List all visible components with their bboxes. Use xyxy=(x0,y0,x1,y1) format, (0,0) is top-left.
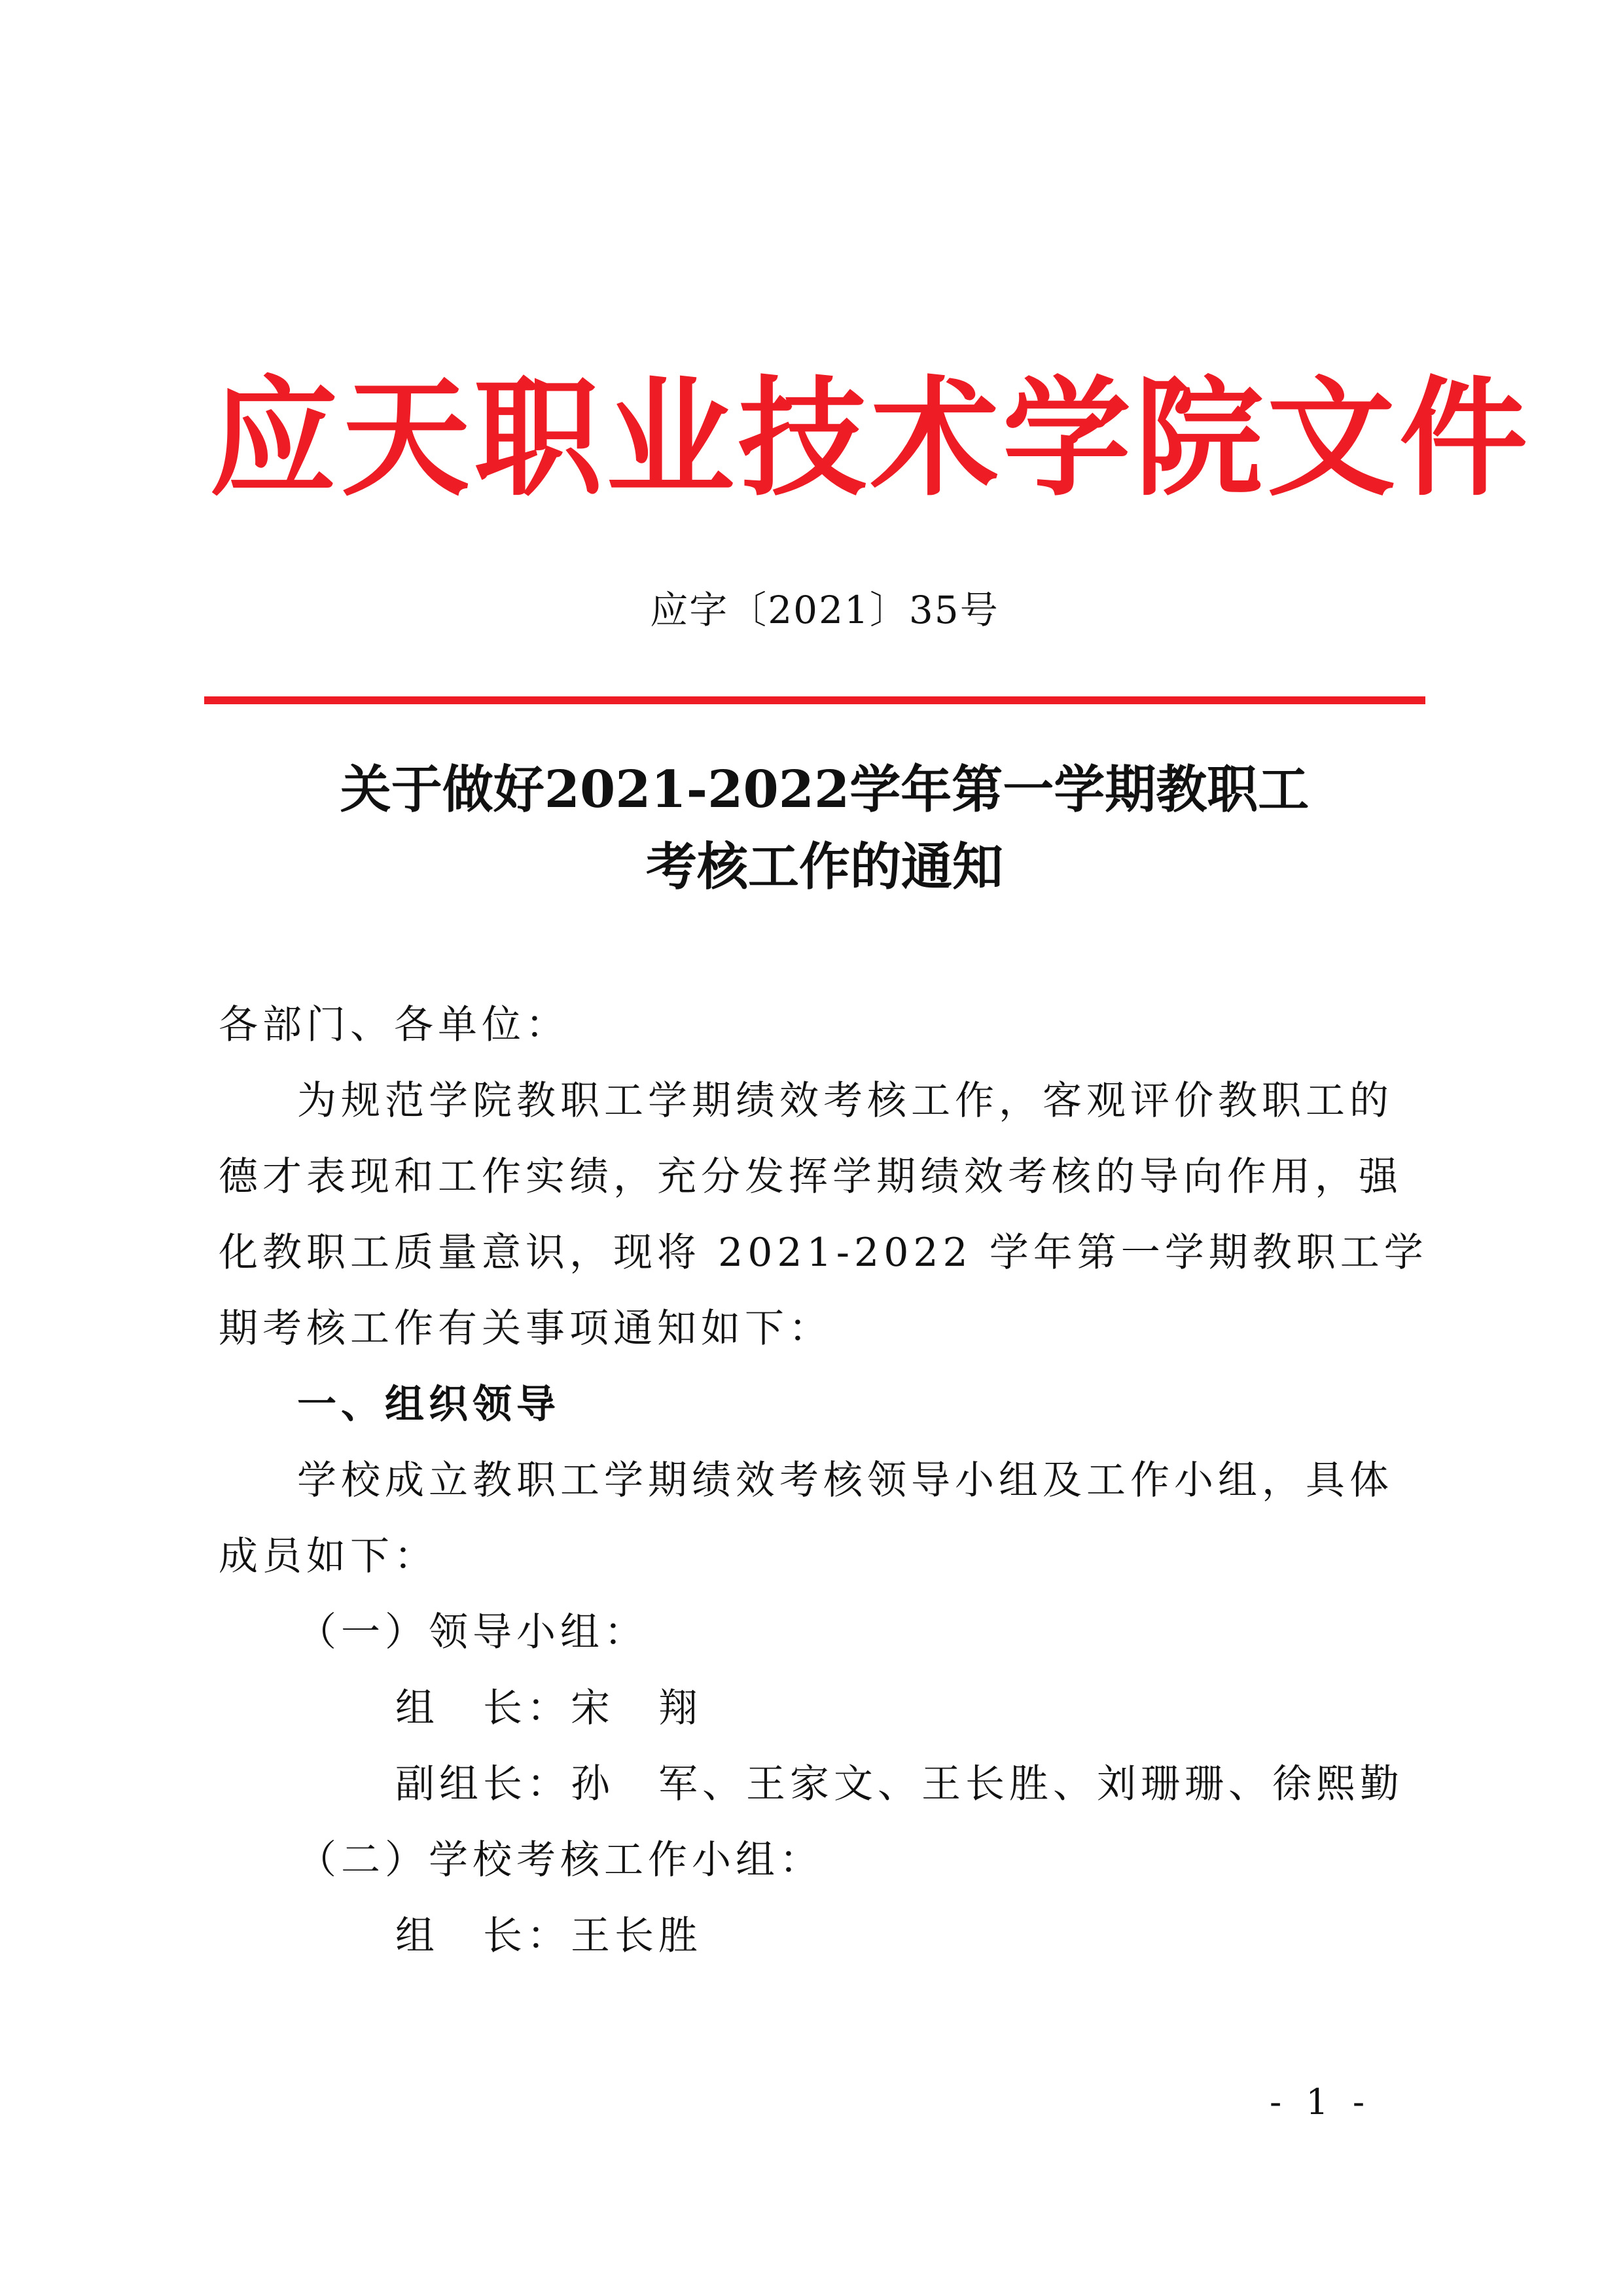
document-number: 应字〔2021〕35号 xyxy=(650,588,999,632)
leadership-group-deputies: 副组长：孙 军、王家文、王长胜、刘珊珊、徐熙勤 xyxy=(395,1761,1404,1807)
notice-title-line-1: 关于做好2021-2022学年第一学期教职工 xyxy=(340,760,1310,819)
document-header-title: 应天职业技术学院文件 xyxy=(209,363,1532,514)
leadership-group-leader: 组 长：宋 翔 xyxy=(395,1685,702,1731)
notice-title xyxy=(209,751,1440,906)
notice-title-line-2: 考核工作的通知 xyxy=(645,837,1003,897)
working-group-heading: （二）学校考核工作小组： xyxy=(297,1837,823,1883)
section-heading-organization: 一、组织领导 xyxy=(297,1382,560,1427)
salutation: 各部门、各单位： xyxy=(219,1002,569,1048)
intro-paragraph: 为规范学院教职工学期绩效考核工作，客观评价教职工的德才表现和工作实绩，充分发挥学期绩效考核的导向作用，强化教职工质量意识，现将 2021-2022 学年第一学期教职工学期考核工作有关事项通知如下： xyxy=(219,1078,1428,1352)
red-divider-line xyxy=(204,696,1425,704)
leadership-group-heading: （一）领导小组： xyxy=(297,1609,648,1655)
working-group-leader: 组 长：王长胜 xyxy=(395,1913,702,1959)
section-paragraph-organization: 学校成立教职工学期绩效考核领导小组及工作小组，具体成员如下： xyxy=(219,1458,1393,1579)
page-number: - 1 - xyxy=(1270,2081,1372,2123)
notice-body xyxy=(219,987,1429,1974)
